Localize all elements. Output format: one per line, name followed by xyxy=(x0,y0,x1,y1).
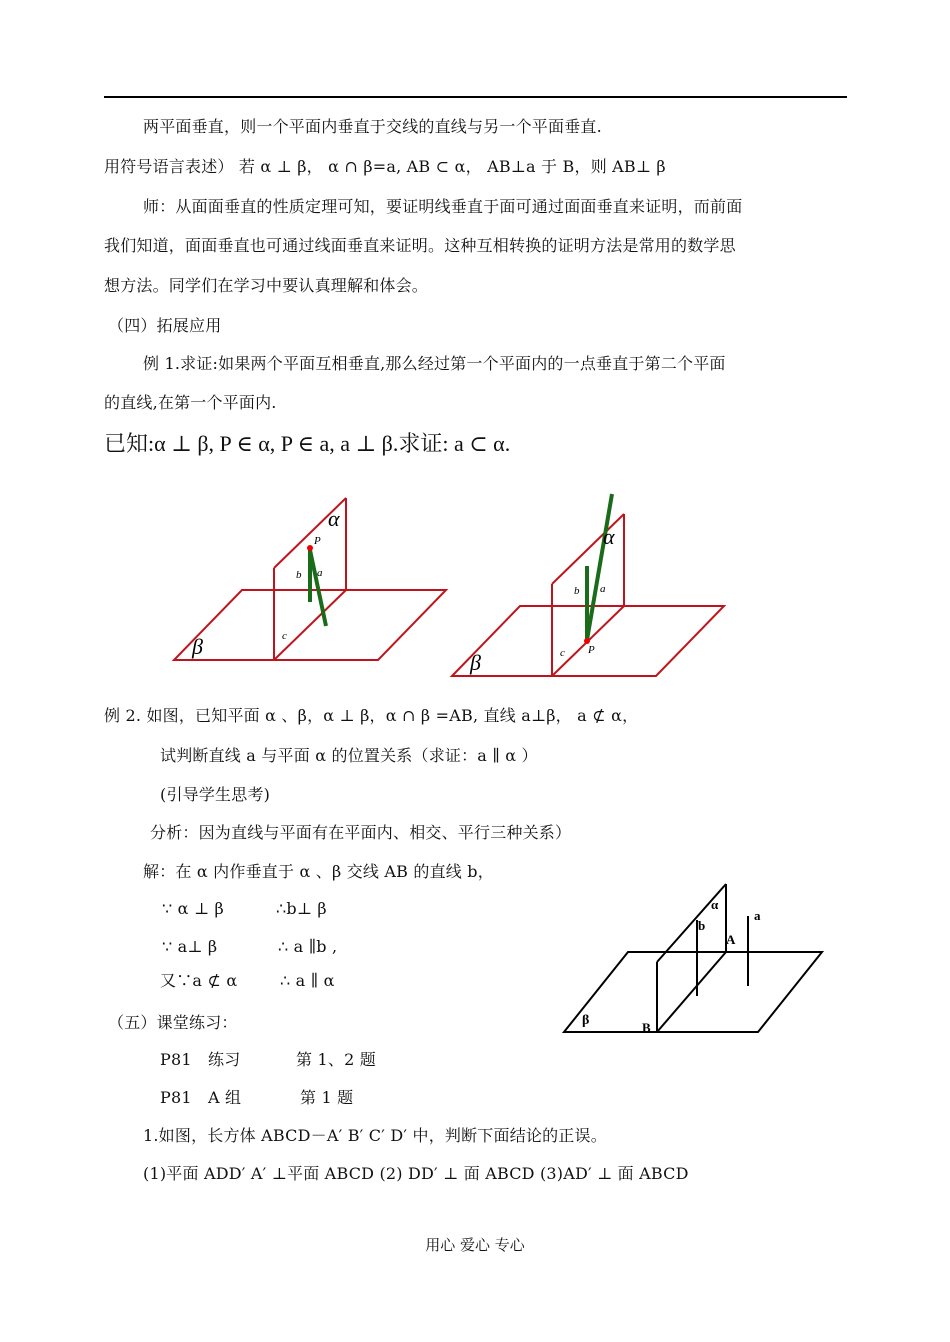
symbol-statement: 用符号语言表述） 若 α ⊥ β， α ∩ β=a, AB ⊂ α， AB⊥a 于 B，则 AB⊥ β xyxy=(104,157,666,176)
proof-step3-because: 又∵a ⊄ α xyxy=(160,971,238,990)
exercise1-items: 第 1、2 题 xyxy=(296,1050,376,1069)
figure-2 xyxy=(448,486,728,682)
page-footer: 用心 爱心 专心 xyxy=(425,1236,525,1254)
example2-line2: 试判断直线 a 与平面 α 的位置关系（求证：a ∥ α ） xyxy=(160,746,538,765)
figure-1 xyxy=(170,490,450,670)
fig3-label-alpha: α xyxy=(711,897,719,912)
fig3-label-a: a xyxy=(754,908,761,923)
example2-line1: 例 2. 如图，已知平面 α 、β，α ⊥ β，α ∩ β =AB, 直线 a⊥β， a ⊄ α， xyxy=(104,706,639,725)
section-heading-4: （四）拓展应用 xyxy=(108,316,222,335)
fig2-label-a: a xyxy=(600,583,606,595)
proof-step2-because: ∵ a⊥ β xyxy=(162,937,218,956)
fig3-label-A: A xyxy=(726,932,736,947)
fig1-label-beta: β xyxy=(192,634,203,659)
given-prove-formula: 已知:α ⊥ β, P ∈ α, P ∈ a, a ⊥ β.求证: a ⊂ α. xyxy=(104,431,511,456)
proof-step2-therefore: ∴ a ∥b , xyxy=(278,937,338,956)
fig1-label-b: b xyxy=(296,569,302,581)
fig2-label-alpha: α xyxy=(603,524,615,549)
proof-step3-therefore: ∴ a ∥ α xyxy=(280,971,335,990)
fig3-label-b: b xyxy=(698,918,706,933)
teacher-paragraph-line1: 师：从面面垂直的性质定理可知，要证明线垂直于面可通过面面垂直来证明，而前面 xyxy=(143,197,743,216)
example1-line1: 例 1.求证:如果两个平面互相垂直,那么经过第一个平面内的一点垂直于第二个平面 xyxy=(143,354,726,373)
fig1-label-c: c xyxy=(282,630,287,642)
fig1-label-alpha: α xyxy=(328,506,340,531)
teacher-paragraph-line3: 想方法。同学们在学习中要认真理解和体会。 xyxy=(104,276,429,295)
fig3-label-beta: β xyxy=(582,1013,590,1028)
example2-solution: 解：在 α 内作垂直于 α 、β 交线 AB 的直线 b， xyxy=(143,862,494,881)
fig1-label-a: a xyxy=(317,567,323,579)
fig2-label-p: P xyxy=(588,644,595,656)
exercise2-items: 第 1 题 xyxy=(300,1088,354,1107)
header-rule xyxy=(104,96,847,98)
fig1-label-p: P xyxy=(314,535,321,547)
theorem-text: 两平面垂直，则一个平面内垂直于交线的直线与另一个平面垂直. xyxy=(143,117,602,136)
fig2-line-a xyxy=(587,494,612,640)
fig3-plane-beta xyxy=(564,952,822,1032)
figure-3 xyxy=(558,876,828,1038)
exercise1-type: 练习 xyxy=(208,1050,241,1069)
teacher-paragraph-line2: 我们知道，面面垂直也可通过线面垂直来证明。这种互相转换的证明方法是常用的数学思 xyxy=(104,236,736,255)
fig1-line-a xyxy=(310,550,326,626)
question1-text: 1.如图，长方体 ABCD－A′ B′ C′ D′ 中，判断下面结论的正误。 xyxy=(143,1126,607,1145)
example2-hint: (引导学生思考) xyxy=(160,785,271,804)
fig3-label-B: B xyxy=(642,1020,651,1035)
section-heading-5: （五）课堂练习： xyxy=(108,1013,238,1032)
example1-line2: 的直线,在第一个平面内. xyxy=(104,393,277,412)
exercise2-page: P81 xyxy=(160,1088,192,1107)
example2-analysis: 分析：因为直线与平面有在平面内、相交、平行三种关系） xyxy=(150,823,572,842)
exercise2-type: A 组 xyxy=(208,1088,242,1107)
proof-step1-because: ∵ α ⊥ β xyxy=(162,899,224,918)
fig2-label-b: b xyxy=(574,585,580,597)
fig2-label-c: c xyxy=(560,647,565,659)
proof-step1-therefore: ∴b⊥ β xyxy=(276,899,327,918)
fig2-label-beta: β xyxy=(470,650,481,675)
exercise1-page: P81 xyxy=(160,1050,192,1069)
fig1-point-p xyxy=(307,545,313,551)
question1-options: (1)平面 ADD′ A′ ⊥平面 ABCD (2) DD′ ⊥ 面 ABCD (3)AD′ ⊥ 面 ABCD xyxy=(143,1164,689,1183)
